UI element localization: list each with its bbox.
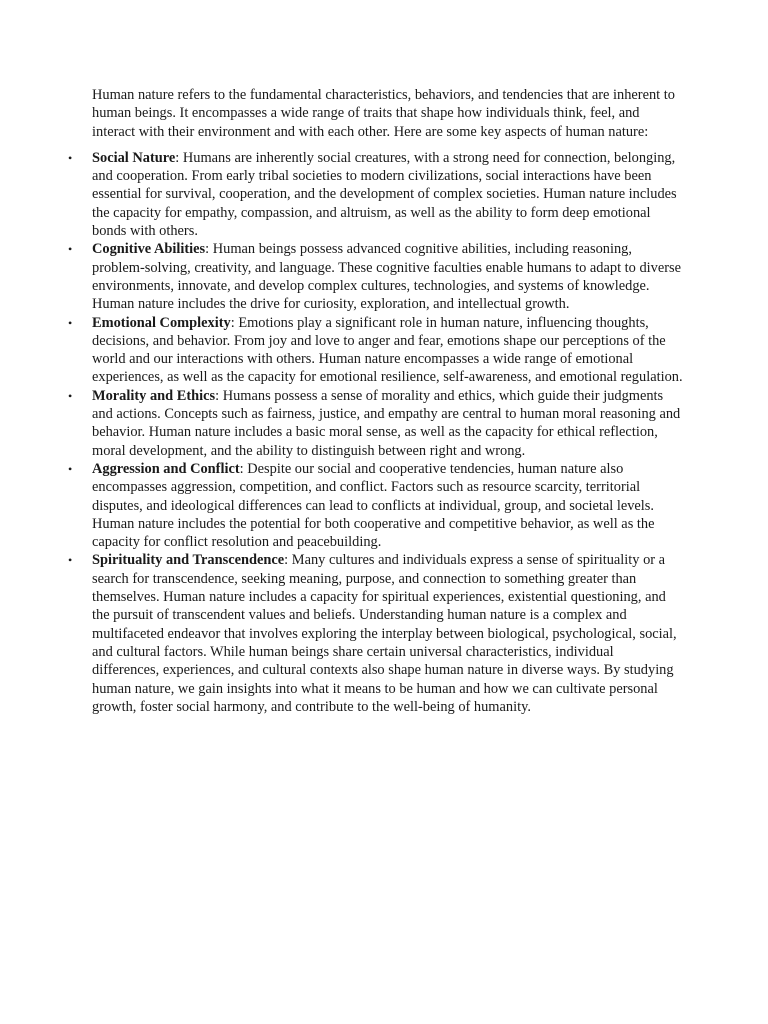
item-text: : Many cultures and individuals express a sense of spirituality or a search for transcendence, seeking meaning, purpose, and connection to something greater than themselves. Human nature includes a capacity for spiritual experiences, existential questioning, and the pursuit of transcendent values and beliefs. Understanding human nature is a complex and multifaceted endeavor that involves exploring the interplay between biological, psychological, social, and cultural factors. While human beings share certain universal characteristics, individual differences, experiences, and cultural contexts also shape human nature in diverse ways. By studying human nature, we gain insights into what it means to be human and how we can cultivate personal growth, foster social harmony, and contribute to the well-being of humanity.	[92, 552, 677, 715]
list-item	[68, 240, 684, 313]
bullet-icon: •	[68, 150, 73, 165]
item-text: : Despite our social and cooperative tendencies, human nature also encompasses aggression, competition, and conflict. Factors such as resource scarcity, territorial disputes, and ideological differences can lead to conflicts at individual, group, and societal levels. Human nature includes the potential for both cooperative and competitive behavior, as well as the capacity for conflict resolution and peacebuilding.	[92, 460, 655, 551]
list-item	[68, 460, 684, 551]
bullet-icon: •	[68, 388, 73, 403]
item-text: : Human beings possess advanced cognitive abilities, including reasoning, problem-solving, creativity, and language. These cognitive faculties enable humans to adapt to diverse environments, innovate, and develop complex cultures, technologies, and systems of knowledge. Human nature includes the drive for curiosity, exploration, and intellectual growth.	[92, 241, 682, 313]
list-item	[68, 387, 684, 460]
item-term: Cognitive Abilities	[92, 241, 206, 258]
list-item	[68, 149, 684, 240]
bullet-icon: •	[68, 461, 73, 476]
item-term: Aggression and Conflict	[92, 460, 240, 477]
item-term: Spirituality and Transcendence	[92, 552, 285, 569]
item-text: : Humans possess a sense of morality and ethics, which guide their judgments and actions. Concepts such as fairness, justice, and empathy are central to human moral reasoning and behavior. Human nature includes a basic moral sense, as well as the capacity for ethical reflection, moral development, and the ability to distinguish between right and wrong.	[92, 387, 681, 459]
bullet-icon: •	[68, 315, 73, 330]
item-text: : Emotions play a significant role in human nature, influencing thoughts, decisions, and behavior. From joy and love to anger and fear, emotions shape our perceptions of the world and our interactions with others. Human nature encompasses a wide range of emotional experiences, as well as the capacity for emotional resilience, self-awareness, and emotional regulation.	[92, 314, 683, 386]
intro-paragraph: Human nature refers to the fundamental characteristics, behaviors, and tendencies that are inherent to human beings. It encompasses a wide range of traits that shape how individuals think, feel, and interact with their environment and with each other. Here are some key aspects of human nature:	[92, 87, 675, 140]
item-term: Social Nature	[92, 149, 176, 166]
list-item	[68, 314, 684, 387]
bullet-icon: •	[68, 242, 73, 257]
item-term: Morality and Ethics	[92, 387, 216, 404]
bullet-icon: •	[68, 553, 73, 568]
document-body	[68, 86, 684, 716]
item-term: Emotional Complexity	[92, 314, 231, 331]
list-item	[68, 551, 684, 716]
item-text: : Humans are inherently social creatures, with a strong need for connection, belonging, and cooperation. From early tribal societies to modern civilizations, social interactions have been essential for survival, cooperation, and the development of complex societies. Human nature includes the capacity for empathy, compassion, and altruism, as well as the ability to form deep emotional bonds with others.	[92, 149, 677, 240]
aspects-list	[68, 149, 684, 716]
